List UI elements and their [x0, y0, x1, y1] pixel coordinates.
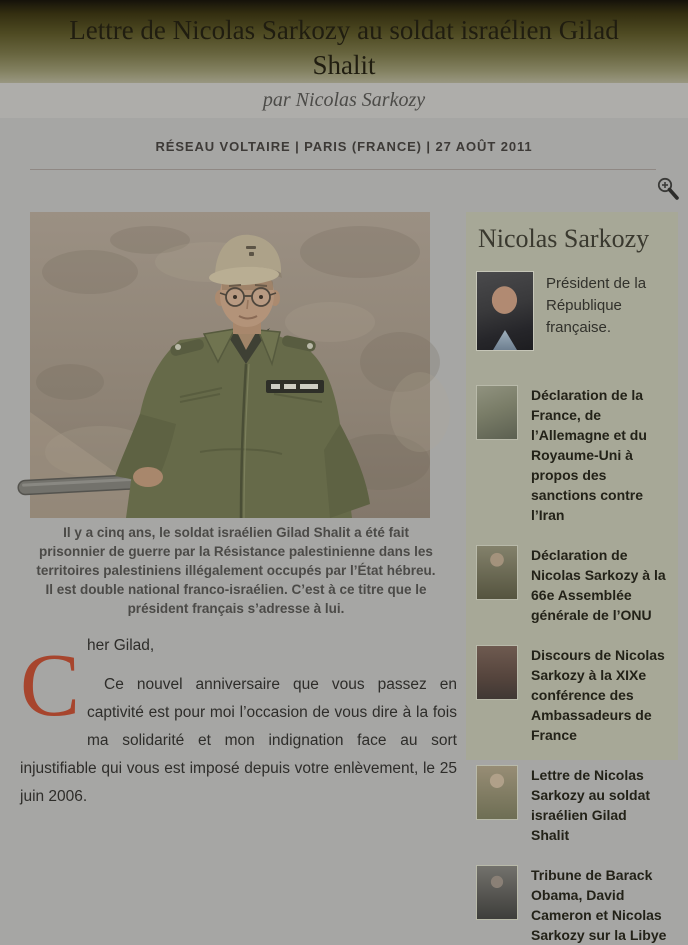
photo-caption: Il y a cinq ans, le soldat israélien Gilad Shalit a été fait prisonnier de guerre par la Résistance palestinienne dans les territoires palestiniens illégalement occupés par l’État hébreu. Il est double national franco-israélien. C’est à ce titre que le président français s’adresse à lui. — [36, 525, 436, 616]
related-article-item[interactable] — [476, 385, 668, 525]
article-title: Tribune de Barack Obama, David Cameron et Nicolas Sarkozy sur la Libye — [531, 867, 667, 943]
article-thumbnail — [476, 765, 518, 820]
author-portrait — [476, 271, 534, 351]
article-title: Lettre de Nicolas Sarkozy au soldat israélien Gilad Shalit — [531, 767, 651, 843]
letter-paragraph: Ce nouvel anniversaire que vous passez en captivité est pour moi l’occasion de vous dire à la fois ma solidarité et mon indignation face au sort injustifiable qui vous est imposé depuis votre enlèvement, le 25 juin 2006. — [20, 676, 457, 805]
related-article-item[interactable] — [476, 765, 668, 845]
related-article-item[interactable] — [476, 865, 668, 945]
drop-cap: C — [20, 636, 81, 735]
author-role: Président de la République française. — [546, 275, 647, 336]
page-title: Lettre de Nicolas Sarkozy au soldat israélien Gilad Shalit — [69, 15, 619, 80]
article-thumbnail — [476, 645, 518, 700]
article-title: Discours de Nicolas Sarkozy à la XIXe conférence des Ambassadeurs de France — [531, 647, 665, 743]
byline: par Nicolas Sarkozy — [262, 89, 426, 111]
article-thumbnail — [476, 385, 518, 440]
letter-body — [20, 632, 457, 811]
salutation: her Gilad, — [87, 637, 155, 654]
masthead — [0, 0, 688, 83]
sidebar — [466, 212, 678, 943]
byline-band — [0, 83, 688, 118]
article-thumbnail — [476, 545, 518, 600]
dateline: RÉSEAU VOLTAIRE | PARIS (FRANCE) | 27 AOÛT 2011 — [155, 139, 533, 154]
related-article-item[interactable] — [476, 545, 668, 625]
related-article-item[interactable] — [476, 645, 668, 745]
article-title: Déclaration de Nicolas Sarkozy à la 66e Assemblée générale de l’ONU — [531, 547, 666, 623]
author-card[interactable] — [476, 271, 668, 351]
magnifier-plus-icon — [655, 176, 683, 204]
article-thumbnail — [476, 865, 518, 920]
sidebar-heading: Nicolas Sarkozy — [478, 224, 650, 253]
article-title: Déclaration de la France, de l’Allemagne et du Royaume-Uni à propos des sanctions contre l’Iran — [531, 387, 647, 523]
article-photo[interactable] — [30, 212, 430, 518]
zoom-in-icon[interactable] — [655, 176, 683, 204]
divider — [30, 169, 656, 170]
